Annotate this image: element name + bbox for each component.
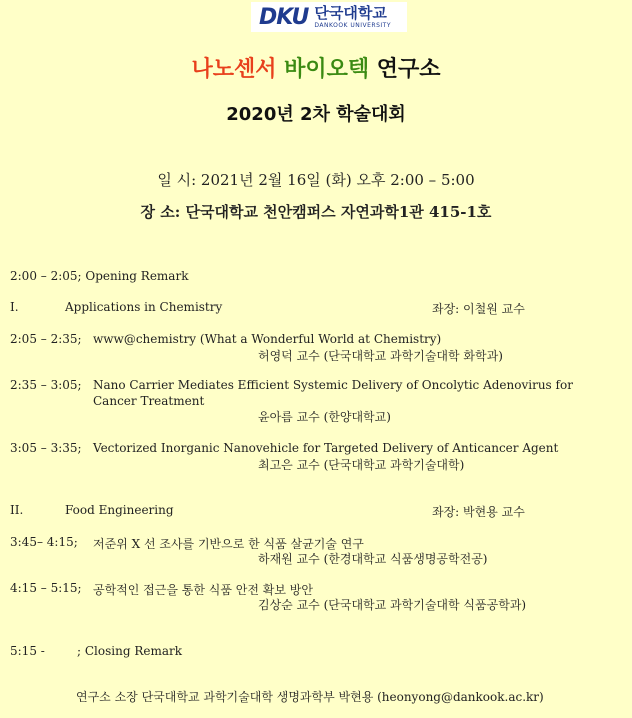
- talk5-title: 공학적인 접근을 통한 식품 안전 확보 방안: [93, 583, 313, 597]
- talk1-title: www@chemistry (What a Wonderful World at Chemistry): [93, 332, 442, 346]
- talk3-time: 3:05 – 3:35;: [10, 441, 82, 455]
- university-logo: [251, 2, 407, 32]
- talk1-speaker: 허영덕 교수 (단국대학교 과학기술대학 화학과): [258, 349, 503, 363]
- talk3-title: Vectorized Inorganic Nanovehicle for Targeted Delivery of Anticancer Agent: [93, 441, 559, 455]
- title-part-nanosensor: 나노센서: [191, 57, 285, 82]
- talk4-title: 저준위 X 선 조사를 기반으로 한 식품 살균기술 연구: [93, 537, 364, 551]
- closing-time: 5:15 -: [10, 644, 45, 658]
- section2-title: Food Engineering: [65, 503, 174, 517]
- logo-english: DANKOOK UNIVERSITY: [314, 21, 392, 29]
- page-title: [0, 52, 632, 83]
- logo-korean: 단국대학교: [314, 3, 387, 22]
- talk2-title: Nano Carrier Mediates Efficient Systemic Delivery of Oncolytic Adenovirus for: [93, 378, 573, 392]
- section1-number: I.: [10, 300, 19, 314]
- event-subtitle: 2020년 2차 학술대회: [226, 104, 406, 125]
- title-part-institute: 연구소: [369, 57, 441, 82]
- talk3-speaker: 최고은 교수 (단국대학교 과학기술대학): [258, 458, 465, 472]
- section1-title: Applications in Chemistry: [65, 300, 223, 314]
- section2-number: II.: [10, 503, 24, 517]
- talk1-time: 2:05 – 2:35;: [10, 332, 82, 346]
- closing-remark: ; Closing Remark: [77, 644, 182, 658]
- opening-remark: 2:00 – 2:05; Opening Remark: [10, 269, 189, 283]
- talk4-time: 3:45– 4:15;: [10, 535, 78, 549]
- talk4-speaker: 하재원 교수 (한경대학교 식품생명공학전공): [258, 552, 488, 566]
- footer-contact: 연구소 소장 단국대학교 과학기술대학 생명과학부 박현용 (heonyong@dankook.ac.kr): [76, 690, 544, 704]
- event-date: 일 시: 2021년 2월 16일 (화) 오후 2:00 – 5:00: [157, 171, 475, 189]
- section2-chair: 좌장: 박현용 교수: [432, 505, 525, 519]
- logo-mark: DKU: [259, 4, 309, 30]
- section1-chair: 좌장: 이철원 교수: [432, 302, 525, 316]
- talk5-speaker: 김상순 교수 (단국대학교 과학기술대학 식품공학과): [258, 598, 527, 612]
- talk2-speaker: 윤아름 교수 (한양대학교): [258, 410, 391, 424]
- talk2-time: 2:35 – 3:05;: [10, 378, 82, 392]
- event-location: 장 소: 단국대학교 천안캠퍼스 자연과학1관 415-1호: [140, 203, 492, 221]
- talk2-title-cont: Cancer Treatment: [93, 394, 205, 408]
- title-part-biotech: 바이오텍: [284, 57, 370, 82]
- talk5-time: 4:15 – 5:15;: [10, 581, 82, 595]
